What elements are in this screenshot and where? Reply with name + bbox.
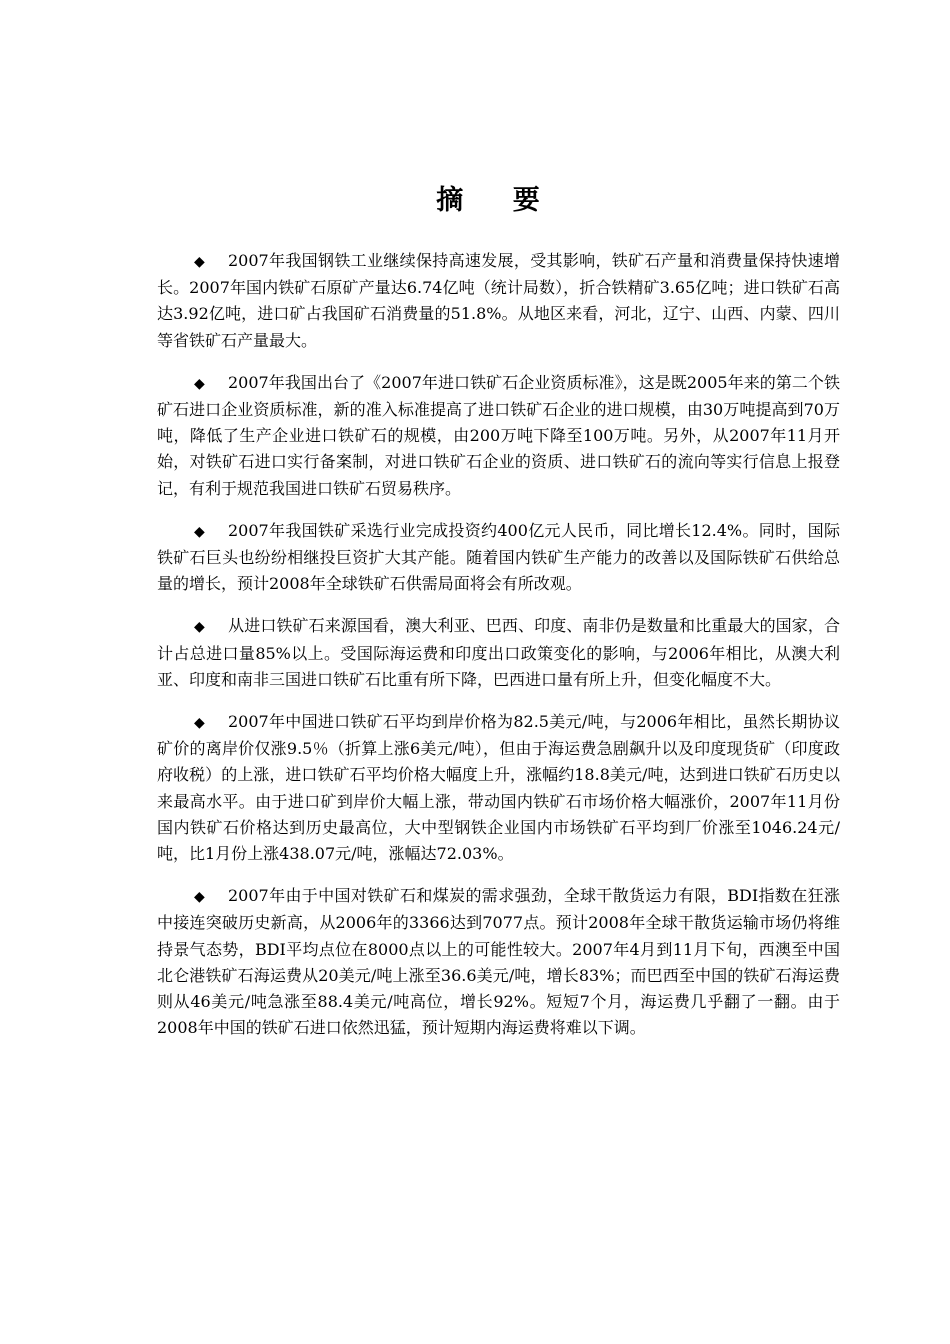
paragraph-text: 2007年我国钢铁工业继续保持高速发展，受其影响，铁矿石产量和消费量保持快速增长。2007年国内铁矿石原矿产量达6.74亿吨（统计局数），折合铁精矿3.65亿吨；进口铁矿石高达3.92亿吨，进口矿占我国矿石消费量的51.8%。从地区来看，河北，辽宁、山西、内蒙、四川等省铁矿石产量最大。 (157, 251, 840, 350)
summary-paragraph-4 (157, 613, 840, 693)
diamond-bullet-icon: ◆ (194, 254, 205, 270)
paragraph-text: 从进口铁矿石来源国看，澳大利亚、巴西、印度、南非仍是数量和比重最大的国家，合计占总进口量85%以上。受国际海运费和印度出口政策变化的影响，与2006年相比，从澳大利亚、印度和南非三国进口铁矿石比重有所下降，巴西进口量有所上升，但变化幅度不大。 (157, 616, 840, 689)
paragraph-text: 2007年由于中国对铁矿石和煤炭的需求强劲，全球干散货运力有限，BDI指数在狂涨中接连突破历史新高，从2006年的3366达到7077点。预计2008年全球干散货运输市场仍将维持景气态势，BDI平均点位在8000点以上的可能性较大。2007年4月到11月下旬，西澳至中国北仑港铁矿石海运费从20美元/吨上涨至36.6美元/吨，增长83%；而巴西至中国的铁矿石海运费则从46美元/吨急涨至88.4美元/吨高位，增长92%。短短7个月，海运费几乎翻了一翻。由于2008年中国的铁矿石进口依然迅猛，预计短期内海运费将难以下调。 (157, 886, 840, 1038)
paragraph-text: 2007年我国铁矿采选行业完成投资约400亿元人民币，同比增长12.4%。同时，国际铁矿石巨头也纷纷相继投巨资扩大其产能。随着国内铁矿生产能力的改善以及国际铁矿石供给总量的增长，预计2008年全球铁矿石供需局面将会有所改观。 (157, 520, 840, 594)
paragraph-text: 2007年中国进口铁矿石平均到岸价格为82.5美元/吨，与2006年相比，虽然长期协议矿价的离岸价仅涨9.5％（折算上涨6美元/吨），但由于海运费急剧飙升以及印度现货矿（印度政府收税）的上涨，进口铁矿石平均价格大幅度上升，涨幅约18.8美元/吨，达到进口铁矿石历史以来最高水平。由于进口矿到岸价大幅上涨，带动国内铁矿石市场价格大幅涨价，2007年11月份国内铁矿石价格达到历史最高位，大中型钢铁企业国内市场铁矿石平均到厂价涨至1046.24元/吨，比1月份上涨438.07元/吨，涨幅达72.03%。 (157, 712, 840, 864)
diamond-bullet-icon: ◆ (194, 619, 205, 636)
summary-paragraph-1 (157, 248, 840, 354)
diamond-bullet-icon: ◆ (194, 523, 205, 540)
page-title: 摘 要 (436, 185, 560, 216)
paragraph-text: 2007年我国出台了《2007年进口铁矿石企业资质标准》，这是既2005年来的第二个铁矿石进口企业资质标准，新的准入标准提高了进口铁矿石企业的进口规模，由30万吨提高到70万吨，降低了生产企业进口铁矿石的规模，由200万吨下降至100万吨。另外，从2007年11月开始，对铁矿石进口实行备案制，对进口铁矿石企业的资质、进口铁矿石的流向等实行信息上报登记，有利于规范我国进口铁矿石贸易秩序。 (157, 372, 840, 498)
summary-paragraph-3 (157, 518, 840, 598)
summary-paragraph-2 (157, 370, 840, 502)
summary-paragraph-5 (157, 709, 840, 867)
diamond-bullet-icon: ◆ (194, 715, 205, 732)
diamond-bullet-icon: ◆ (194, 889, 205, 906)
summary-paragraph-6 (157, 883, 840, 1041)
diamond-bullet-icon: ◆ (194, 375, 205, 392)
summary-body (157, 248, 840, 1057)
